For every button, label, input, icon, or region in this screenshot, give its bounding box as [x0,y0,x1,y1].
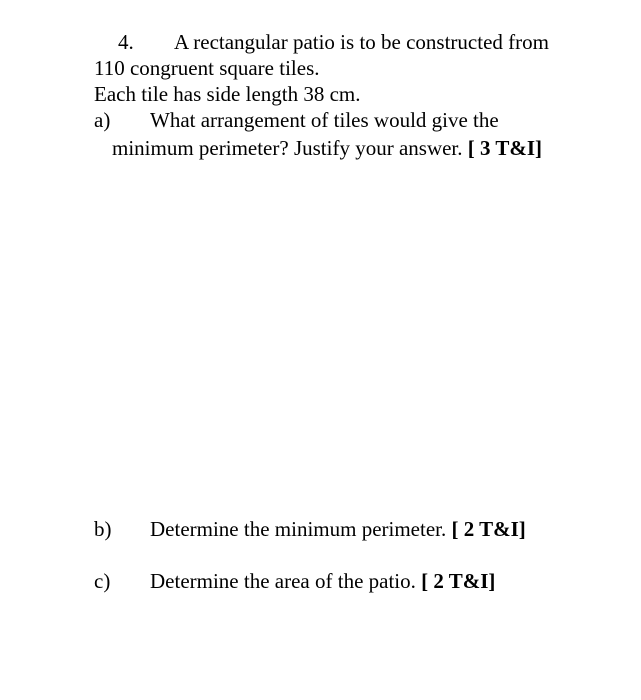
part-a-text-line-2 [112,135,542,161]
part-a-text-line-1: What arrangement of tiles would give the [150,108,499,132]
part-c-marks: [ 2 T&I] [421,569,496,593]
part-c-text: Determine the area of the patio. [150,569,416,593]
part-a-text-line-2-body: minimum perimeter? Justify your answer. [112,136,463,160]
part-b-text: Determine the minimum perimeter. [150,517,447,541]
part-c-text-line [150,568,495,594]
part-b-text-line [150,516,526,542]
part-c-label: c) [94,569,111,593]
part-a-marks: [ 3 T&I] [467,136,543,160]
question-number: 4. [118,30,134,54]
question-stem-line-1: A rectangular patio is to be constructed from [174,30,549,54]
part-a-label: a) [94,108,111,132]
question-stem-line-3: Each tile has side length 38 cm. [94,82,361,106]
part-b-label: b) [94,517,112,541]
part-b-marks: [ 2 T&I] [451,517,526,541]
question-stem-line-2: 110 congruent square tiles. [94,56,320,80]
